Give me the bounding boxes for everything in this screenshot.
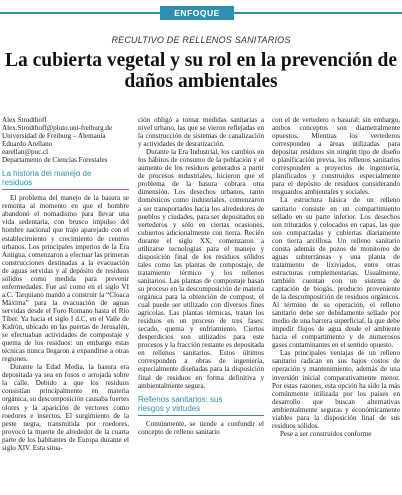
author-affiliation: Universidad de Freiburg – Alemania bbox=[2, 132, 106, 141]
body-paragraph: El problema del manejo de la basura se remonta al momento en que el hombre abandonó el nomadismo para llevar una vida sedentaria, con brusco impulso del hombre nacional que trajo aparejado con el establecimiento y crecimiento de centros urbanos. Los principales imperios de la Era Antigua, comenzaron a efectuar las primeras construcciones destinadas a la evacuación de aguas servidas y al depósito de residuos sólidos como medida para prevenir enfermedades. Fue así como en el siglo VI a.C. Tarquiano mandó a construir la “Cloaca Máxima” para la evacuación de aguas servidas desde el Foro Romano hasta el Río Tíber. Ya hacia el siglo I d.C, en el Valle de Kidrón, ubicado en las puertas de Jerusalén, se efectuaban actividades de compostaje y quema de los residuos: un embargo estas técnicas nunca llegaron a expandirse a otras regiones. bbox=[2, 194, 129, 364]
body-paragraph: Pese a ser construidos conforme bbox=[280, 429, 372, 438]
author-affiliation: Departamento de Ciencias Forestales bbox=[2, 156, 108, 165]
body-paragraph: ción obligó a tomar medidas sanitarias a nivel urbano, las que se vieron reflejadas en la construcción de sistemas de canalización y actividades de desratización. bbox=[138, 116, 264, 149]
author-email-link[interactable]: Alex.Strodthoff@pluto.uni-freiburg.de bbox=[2, 124, 113, 133]
section-heading: La historia del manejo de residuos bbox=[2, 169, 129, 190]
author-block bbox=[2, 116, 129, 164]
body-paragraph: Durante la Era Industrial, los cambios en los hábitos de consumo de la población y el aumento de los residuos generados a partir de procesos industriales, hicieron que el problema de la basura cobrara otra dimensión. Los desechos urbanos, tanto domésticos como industriales, comenzaron a ser transportados hacia los alrededores de pueblos y ciudades, para ser depositados en vertederos y sólo en ciertas ocasiones, cubiertos adicionalmente con tierra. Recién durante el siglo XX, comenzaron a utilizarse tecnologías para el manejo y disposición final de los residuos sólidos tales como las plantas de compostaje, de tratamiento térmico y los rellenos sanitarios. Las plantas de compostaje basan su proceso en la descomposición de materia orgánica para la obtención de compost, el cual puede ser utilizado con diversos fines agrícolas. Las plantas térmicas, tratan los residuos en un proceso de tres fases: secado, quema y enfriamiento. Ciertos desperdicios son utilizados para este procesos y la fracción restante es depositada en rellenos sanitarios. Estos últimos corresponden a obras de ingeniería, especialmente diseñadas para la disposición final de residuos en forma definitiva y ambientalmente segura. bbox=[138, 148, 264, 390]
body-paragraph: Durante la Edad Media, la basura era depositada ya sea en fosos o arrojada sobre la calle. Debido a que los residuos consistían principalmente en materia orgánica, su descomposición causaba fuertes olores y la aparición de vectores como roedores e insectos. El surgimiento de la peste negra, transmitida por roedores, provocó la muerte de alrededor de la cuarta parte de los habitantes de Europa durante el siglo XIV. Esta situa- bbox=[2, 363, 129, 452]
column-2 bbox=[138, 116, 264, 492]
article-kicker: RECULTIVO DE RELLENOS SANITARIOS bbox=[111, 35, 291, 45]
body-paragraph: Las principales ventajas de un relleno sanitario radican en sus bajos costos de operación y mantenimiento, además de una inversión inicial comparativamente menor. Por estas razones, esta opción ha sido la más comúnmente utilizada por los países en desarrollo que buscan alternativas ambientalmente seguras y económicamente viables para la disposición final de sus residuos sólidos. bbox=[272, 349, 400, 430]
body-paragraph: Comúnmente, se tiende a confundir el concepto de relleno sanitario bbox=[138, 419, 264, 436]
author-name: Alex Strodthoff bbox=[2, 116, 47, 124]
column-3 bbox=[272, 116, 400, 492]
body-paragraph: con el de vertedero o basural; sin embargo, ambos conceptos son diametralmente opuestos. Mientras los vertederos corresponden a áreas utilizadas para depositar residuos sin ningún tipo de diseño o planificación previa, los rellenos sanitarios corresponden a proyectos de ingeniería, planificados y construidos especialmente para el depósito de residuos considerando resguardos ambientales y sociales. bbox=[272, 116, 400, 197]
section-label: ENFOQUE bbox=[160, 6, 234, 20]
section-heading: Rellenos sanitarios: sus riesgos y virtudes bbox=[138, 395, 264, 416]
column-1 bbox=[2, 116, 129, 492]
author-email-link[interactable]: earellan@puc.cl bbox=[2, 148, 49, 157]
body-paragraph: La estructura básica de un relleno sanitario consiste en un compartimiento sellado en su parte inferior. Los desechos son triturados y colocados en capas, las que son compactadas y cubiertas diariamente con tierra arcillosa. Un relleno sanitario consta además de pozos de monitoreo de aguas subterráneas y una planta de tratamiento de lixiviados, entre otras estructuras complementarias. Usualmente, también cuentan con un sistema de captación de biogás, producto proveniente de la descomposición de residuos orgánicos. Al término de su operación, el relleno sanitario debe ser debidamente sellado por medio de una barrera superficial, la que debe impedir flujos de agua desde el ambiente hacia el compartimento y de numerosos gases contaminantes en el sentido opuesto. bbox=[272, 196, 400, 350]
author-name: Eduardo Arellano bbox=[2, 140, 53, 149]
article-title: La cubierta vegetal y su rol en la prevención de daños ambientales bbox=[5, 50, 397, 92]
